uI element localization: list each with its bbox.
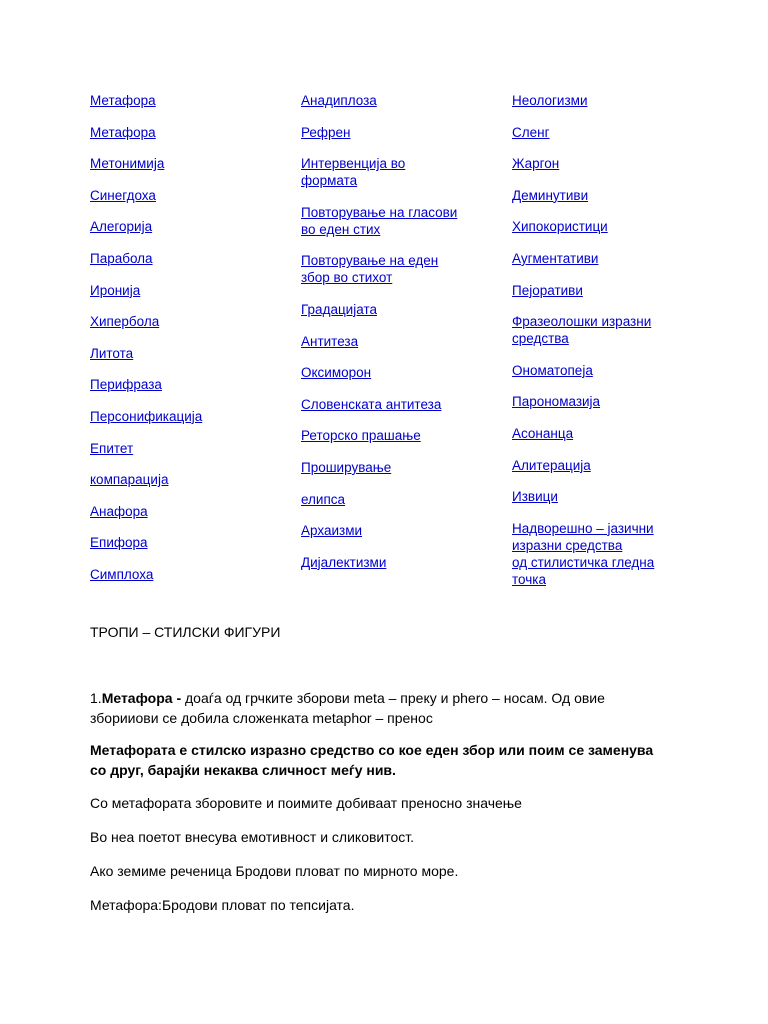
figure-link-text: Перифраза — [90, 377, 162, 393]
figure-link[interactable] — [512, 187, 692, 204]
figure-link-text: формата — [301, 173, 358, 189]
figure-link[interactable] — [90, 440, 270, 457]
figure-link[interactable] — [301, 396, 481, 413]
figure-link-text: од стилистичка гледна — [512, 554, 655, 570]
figure-link-text: Метафора — [90, 93, 156, 108]
figure-link-text: Дијалектизми — [301, 554, 387, 570]
figure-link-text: Синегдоха — [90, 187, 156, 203]
figure-link-text: Повторување на еден — [301, 253, 439, 269]
figure-link-text: Жаргон — [512, 156, 560, 172]
figure-link[interactable] — [301, 124, 481, 141]
figure-link-text: Повторување на гласови — [301, 204, 458, 220]
word-meta: meta — [353, 690, 385, 706]
figure-link-text: Литота — [90, 345, 134, 361]
figure-link[interactable] — [90, 408, 270, 425]
figure-link[interactable] — [90, 282, 270, 299]
figure-link-text: елипса — [301, 491, 346, 507]
figure-link[interactable] — [301, 155, 481, 189]
word-phero: phero — [452, 690, 489, 706]
figure-link-text: Фразеолошки изразни — [512, 314, 652, 330]
figure-link[interactable] — [90, 218, 270, 235]
figure-link-text: Алитерација — [512, 457, 591, 473]
figure-link[interactable] — [90, 471, 270, 488]
figure-link[interactable] — [301, 204, 481, 238]
paragraph-number: 1. — [90, 690, 102, 706]
figure-link-text: Анадиплоза — [301, 93, 377, 108]
paragraph-metaphor-definition — [90, 688, 670, 728]
figure-link[interactable] — [512, 488, 692, 505]
figure-link[interactable] — [90, 92, 270, 109]
figure-link-text: Метонимија — [90, 156, 165, 172]
text-segment: – носам. Од овие зборииови се добила сложенката — [90, 690, 605, 726]
figure-link[interactable] — [301, 427, 481, 444]
figure-link-text: Реторско прашање — [301, 428, 421, 444]
figure-link[interactable] — [90, 187, 270, 204]
figure-link[interactable] — [301, 301, 481, 318]
word-metaphor: metaphor — [312, 710, 372, 726]
figure-link[interactable] — [301, 333, 481, 350]
figure-link-text: Неологизми — [512, 93, 588, 108]
figure-link[interactable] — [90, 155, 270, 172]
figure-link-text: Персонификација — [90, 408, 203, 424]
figure-link-text: Анафора — [90, 503, 148, 519]
figure-link-text: Архаизми — [301, 523, 363, 539]
figure-link-text: Парономазија — [512, 394, 601, 410]
figure-link-text: Аугментативи — [512, 250, 599, 266]
figure-link-text: Хипокористици — [512, 219, 608, 235]
figure-link-text: Проширување — [301, 459, 392, 475]
figure-link[interactable] — [301, 491, 481, 508]
figure-link[interactable] — [90, 376, 270, 393]
figure-link-text: Сленг — [512, 124, 550, 140]
figure-link-text: Асонанца — [512, 425, 574, 441]
figure-link-text: Надворешно – јазични — [512, 520, 654, 536]
figure-link-text: средства — [512, 331, 569, 347]
text-segment: доаѓа од грчките зборови — [181, 690, 354, 706]
term-metaphor: Метафора - — [101, 690, 182, 706]
paragraph-emotion: Во неа поетот внесува емотивност и сликовитост. — [90, 829, 415, 845]
figure-link-text: Интервенција во — [301, 156, 406, 172]
figure-link[interactable] — [512, 282, 692, 299]
figure-link-text: Алегорија — [90, 219, 153, 235]
figure-link-text: Метафора — [90, 124, 156, 140]
figure-link[interactable] — [512, 425, 692, 442]
figure-link[interactable] — [512, 520, 692, 588]
figure-link-text: точка — [512, 571, 546, 587]
section-title: ТРОПИ – СТИЛСКИ ФИГУРИ — [90, 624, 281, 640]
figure-link-text: Извици — [512, 489, 558, 505]
figure-link-text: компарација — [90, 472, 169, 488]
figure-link-text: Парабола — [90, 250, 153, 266]
text-segment: – преку и — [384, 690, 453, 706]
figure-link[interactable] — [90, 124, 270, 141]
figure-link-text: Ономатопеја — [512, 362, 593, 378]
figure-link[interactable] — [512, 218, 692, 235]
figure-link[interactable] — [90, 313, 270, 330]
figure-link[interactable] — [90, 566, 270, 583]
figure-link[interactable] — [512, 155, 692, 172]
figure-link[interactable] — [512, 313, 692, 347]
figure-link[interactable] — [301, 364, 481, 381]
figure-link-text: Антитеза — [301, 333, 359, 349]
article-body — [90, 688, 670, 929]
paragraph-example-metaphor: Метафора:Бродови пловат по тепсијата. — [90, 897, 355, 913]
text-segment: – пренос — [371, 710, 433, 726]
figure-link[interactable] — [301, 252, 481, 286]
figure-link-text: Градацијата — [301, 301, 377, 317]
figure-link[interactable] — [512, 457, 692, 474]
figure-link[interactable] — [301, 554, 481, 571]
figure-link[interactable] — [301, 522, 481, 539]
figure-link-text: Словенската антитеза — [301, 396, 442, 412]
links-column-2 — [301, 92, 481, 585]
figure-link-text: Епитет — [90, 440, 134, 456]
figure-link-text: изразни средства — [512, 537, 623, 553]
figure-link-text: Деминутиви — [512, 187, 589, 203]
figure-link[interactable] — [512, 250, 692, 267]
figure-link[interactable] — [90, 534, 270, 551]
figure-link-text: Оксиморон — [301, 365, 372, 381]
figure-link-text: Иронија — [90, 282, 141, 298]
figure-link[interactable] — [90, 250, 270, 267]
links-column-3 — [512, 92, 692, 602]
figure-link[interactable] — [301, 459, 481, 476]
figure-link[interactable] — [90, 503, 270, 520]
paragraph-metaphor-bold-definition: Метафората е стилско изразно средство со кое еден збор или поим се заменува со друг, барајќи некаква сличност меѓу нив. — [90, 742, 654, 778]
figure-link-text: Рефрен — [301, 124, 351, 140]
figure-link-text: во еден стих — [301, 221, 381, 237]
links-column-1 — [90, 92, 270, 598]
figure-link[interactable] — [512, 92, 692, 109]
figure-link-text: Пејоративи — [512, 282, 583, 298]
figure-link[interactable] — [512, 393, 692, 410]
figure-link-text: Хипербола — [90, 314, 160, 330]
figure-link[interactable] — [301, 92, 481, 109]
figure-link-text: Епифора — [90, 535, 148, 551]
figure-link[interactable] — [90, 345, 270, 362]
figure-link[interactable] — [512, 362, 692, 379]
paragraph-figurative-meaning: Со метафората зборовите и поимите добиваат преносно значење — [90, 795, 522, 811]
figure-link[interactable] — [512, 124, 692, 141]
figure-link-text: збор во стихот — [301, 270, 393, 286]
figure-link-text: Симплоха — [90, 566, 154, 582]
paragraph-example-sentence: Ако земиме реченица Бродови пловат по мирното море. — [90, 863, 459, 879]
